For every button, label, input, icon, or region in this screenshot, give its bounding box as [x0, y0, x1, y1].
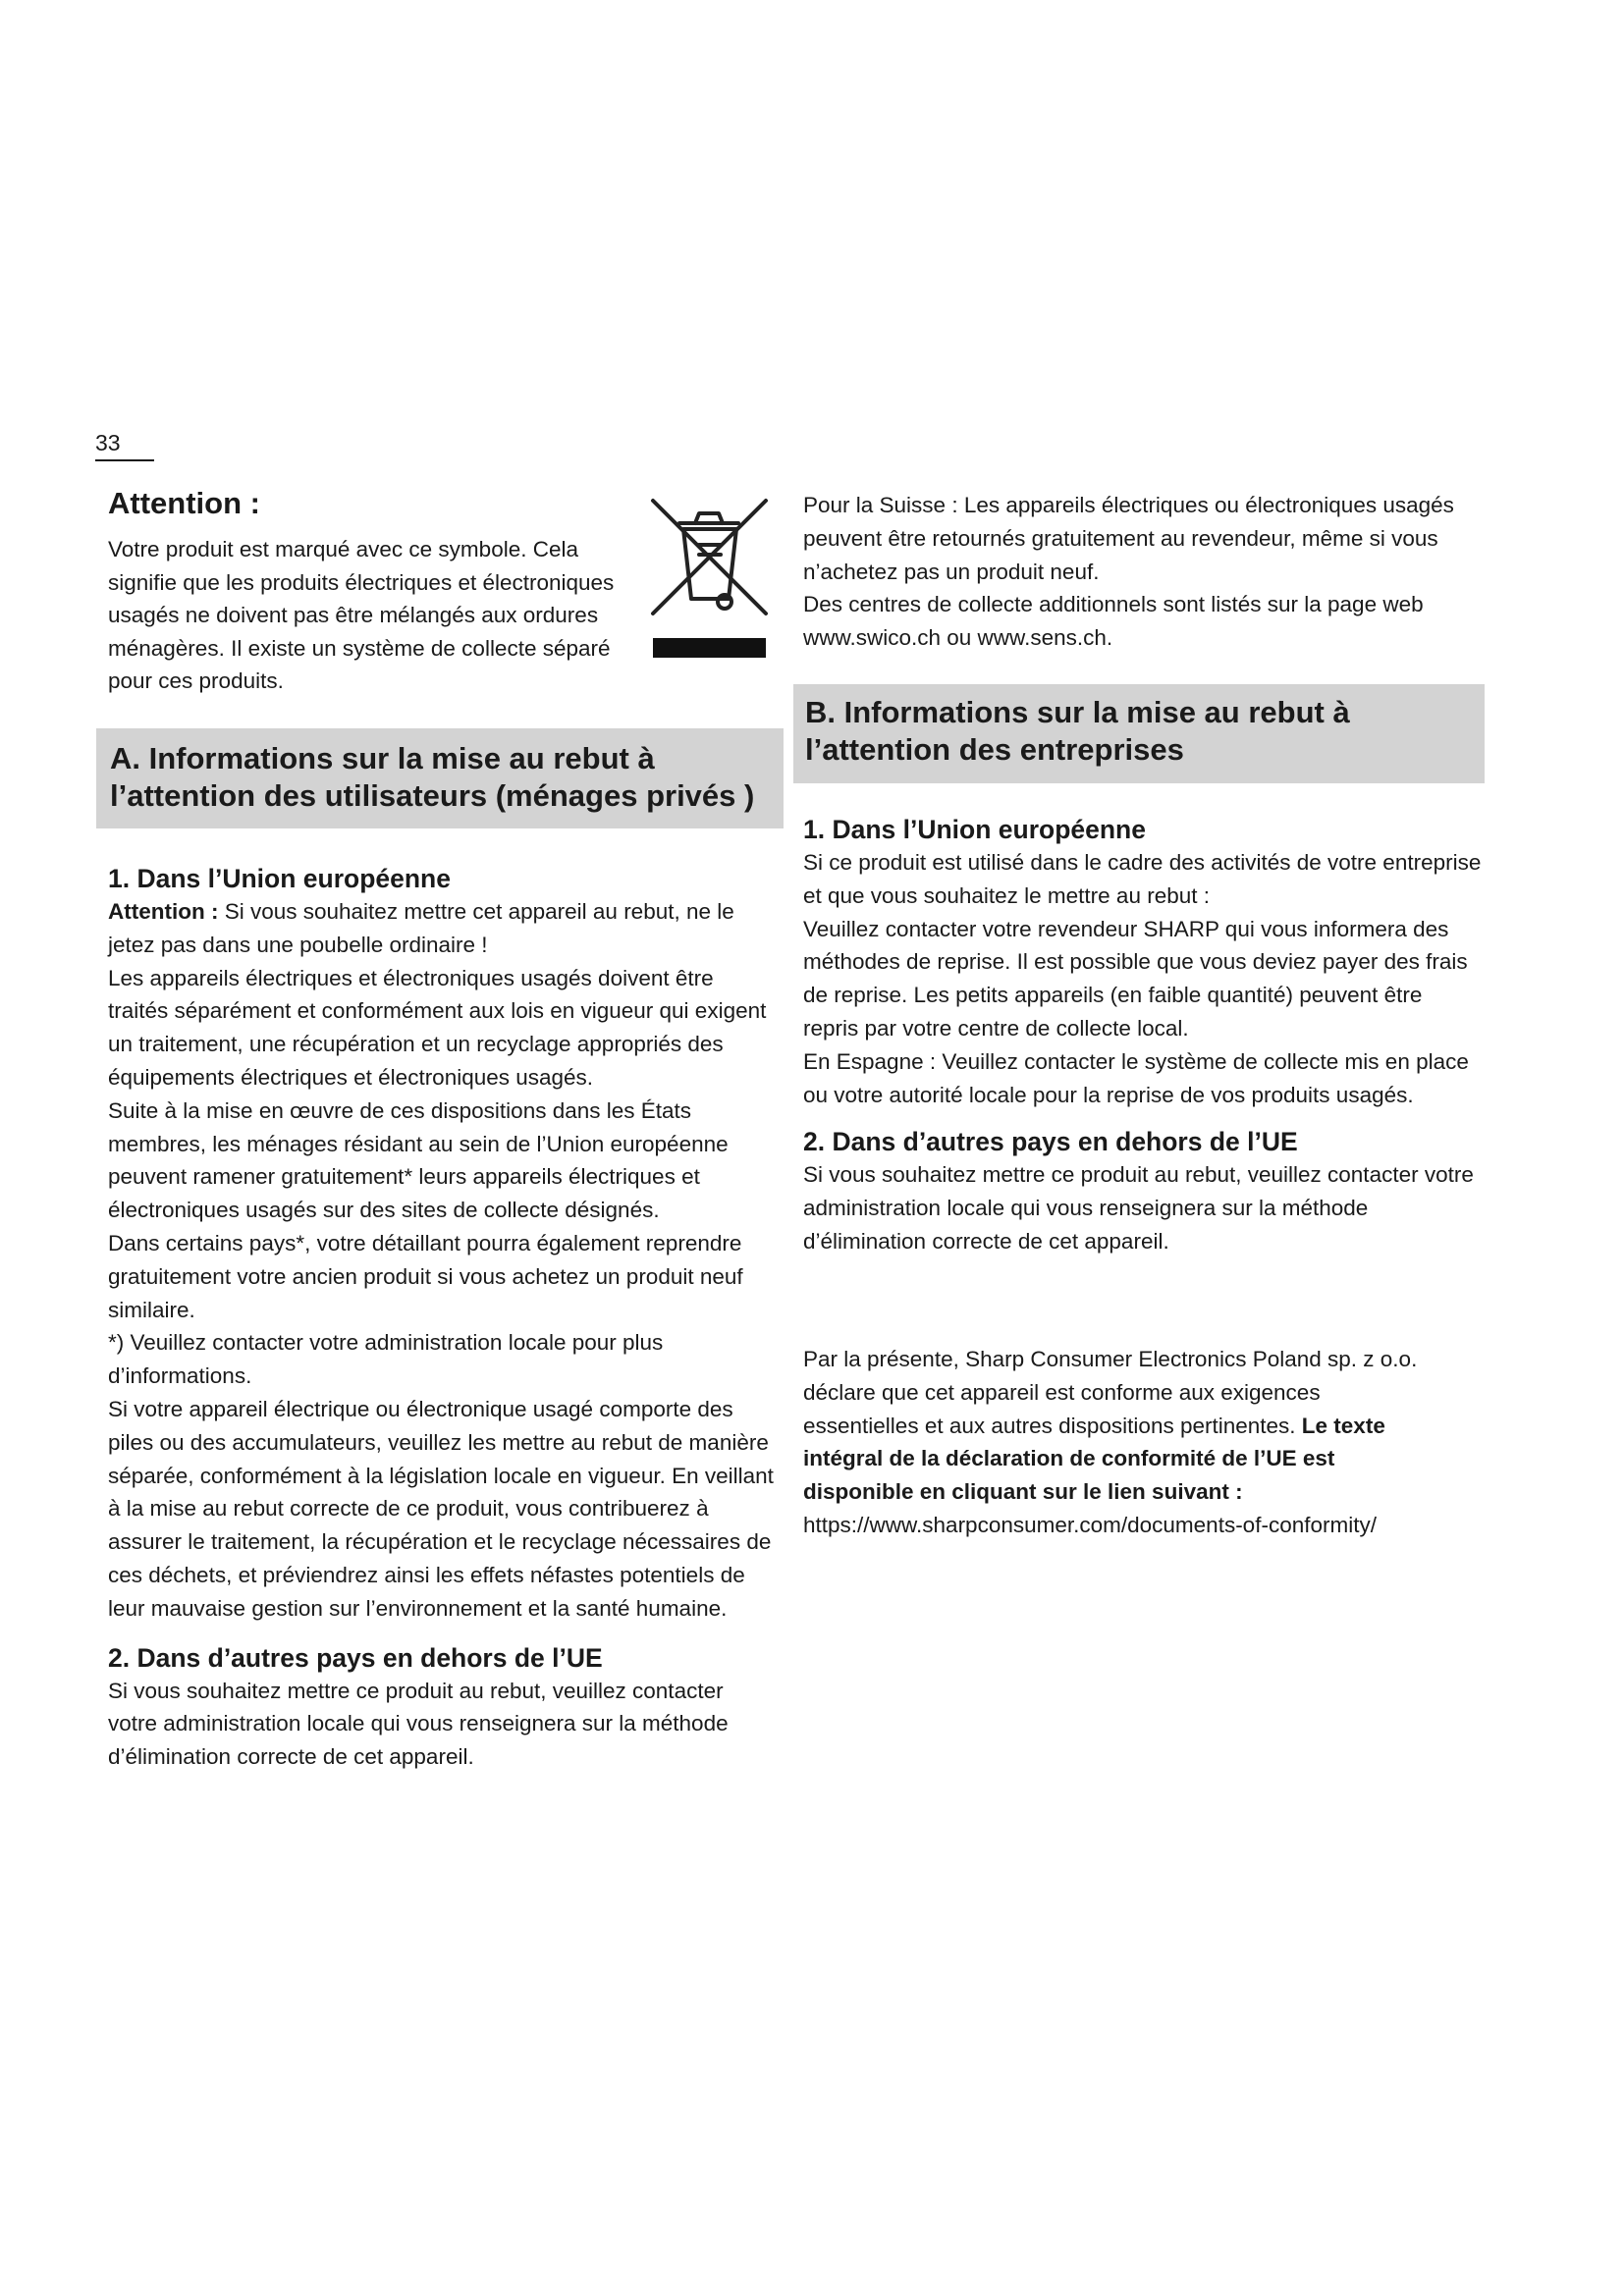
left-eu-attention-label: Attention :	[108, 899, 219, 924]
attention-intro: Votre produit est marqué avec ce symbole. Cela signifie que les produits électriques et électroniques usagés ne doivent pas être mélangés aux ordures ménagères. Il existe un système de collecte séparé pour ces produits.	[108, 537, 615, 693]
attention-title: Attention :	[108, 486, 260, 520]
left-eu-paragraph-3: Dans certains pays*, votre détaillant pourra également reprendre gratuitement votre ancien produit si vous achetez un produit neuf similaire.	[108, 1230, 743, 1322]
left-eu-paragraph-1: Les appareils électriques et électroniques usagés doivent être traités séparément et conformément aux lois en vigueur qui exigent un traitement, une récupération et un recyclage appropriés des équipements électriques et électroniques usagés.	[108, 965, 767, 1090]
left-eu-title: 1. Dans l’Union européenne	[108, 864, 451, 893]
left-eu-paragraph-4: *) Veuillez contacter votre administration locale pour plus d’informations.	[108, 1330, 664, 1389]
left-eu-paragraph-5: Si votre appareil électrique ou électronique usagé comporte des piles ou des accumulateurs, veuillez les mettre au rebut de manière séparée, conformément à la législation locale en vigueur. En veillant à la mise au rebut correcte de ce produit, vous contribuerez à assurer le traitement, la récupération et le recyclage nécessaires de ces déchets, et préviendrez ainsi les effets néfastes potentiels de leur mauvaise gestion sur l’environnement et la santé humaine.	[108, 1396, 774, 1621]
left-other-text: Si vous souhaitez mettre ce produit au rebut, veuillez contacter votre administration locale qui vous renseignera sur la méthode d’élimination correcte de cet appareil.	[108, 1678, 729, 1770]
left-other-title: 2. Dans d’autres pays en dehors de l’UE	[108, 1642, 603, 1673]
swiss-block	[803, 489, 1483, 655]
page-number: 33	[95, 430, 154, 461]
declaration-bold: Le texte intégral de la déclaration de conformité de l’UE est disponible en cliquant sur le lien suivant :	[803, 1413, 1385, 1505]
section-b-heading: B. Informations sur la mise au rebut à l’attention des entreprises	[793, 684, 1485, 783]
swiss-paragraph-1: Pour la Suisse : Les appareils électriques ou électroniques usagés peuvent être retournés gratuitement au revendeur, même si vous n’achetez pas un produit neuf.	[803, 493, 1454, 584]
left-eu-paragraph-2: Suite à la mise en œuvre de ces dispositions dans les États membres, les ménages résidant au sein de l’Union européenne peuvent ramener gratuitement* leurs appareils électriques et électroniques usagés sur des sites de collecte désignés.	[108, 1097, 729, 1223]
left-eu-attention	[108, 895, 776, 962]
right-eu-paragraph-3: En Espagne : Veuillez contacter le système de collecte mis en place ou votre autorité locale pour la reprise de vos produits usagés.	[803, 1048, 1469, 1107]
declaration-paragraph	[803, 1343, 1441, 1509]
right-eu-title: 1. Dans l’Union européenne	[803, 815, 1146, 844]
declaration-text: Par la présente, Sharp Consumer Electronics Poland sp. z o.o. déclare que cet appareil est conforme aux exigences essentielles et aux autres dispositions pertinentes.	[803, 1347, 1418, 1438]
right-eu-paragraph-1: Si ce produit est utilisé dans le cadre des activités de votre entreprise et que vous souhaitez le mettre au rebut :	[803, 850, 1482, 908]
swiss-paragraph-2: Des centres de collecte additionnels sont listés sur la page web www.swico.ch ou www.sens.ch.	[803, 592, 1424, 651]
left-eu-section	[108, 862, 776, 1774]
right-eu-paragraph-2: Veuillez contacter votre revendeur SHARP qui vous informera des méthodes de reprise. Il est possible que vous deviez payer des frais de reprise. Les petits appareils (en faible quantité) peuvent être repris par votre centre de collecte local.	[803, 916, 1468, 1041]
section-a-heading: A. Informations sur la mise au rebut à l’attention des utilisateurs (ménages privés )	[96, 728, 784, 828]
right-eu-section	[803, 813, 1483, 1258]
declaration-link[interactable]: https://www.sharpconsumer.com/documents-of-conformity/	[803, 1512, 1377, 1537]
right-other-title: 2. Dans d’autres pays en dehors de l’UE	[803, 1127, 1298, 1157]
right-other-text: Si vous souhaitez mettre ce produit au rebut, veuillez contacter votre administration locale qui vous renseignera sur la méthode d’élimination correcte de cet appareil.	[803, 1162, 1474, 1254]
crossed-out-wheelie-bin-icon	[648, 496, 771, 658]
declaration-block	[803, 1343, 1441, 1542]
left-eu-attention-text: Si vous souhaitez mettre cet appareil au rebut, ne le jetez pas dans une poubelle ordinaire !	[108, 899, 734, 957]
attention-block	[108, 486, 658, 698]
